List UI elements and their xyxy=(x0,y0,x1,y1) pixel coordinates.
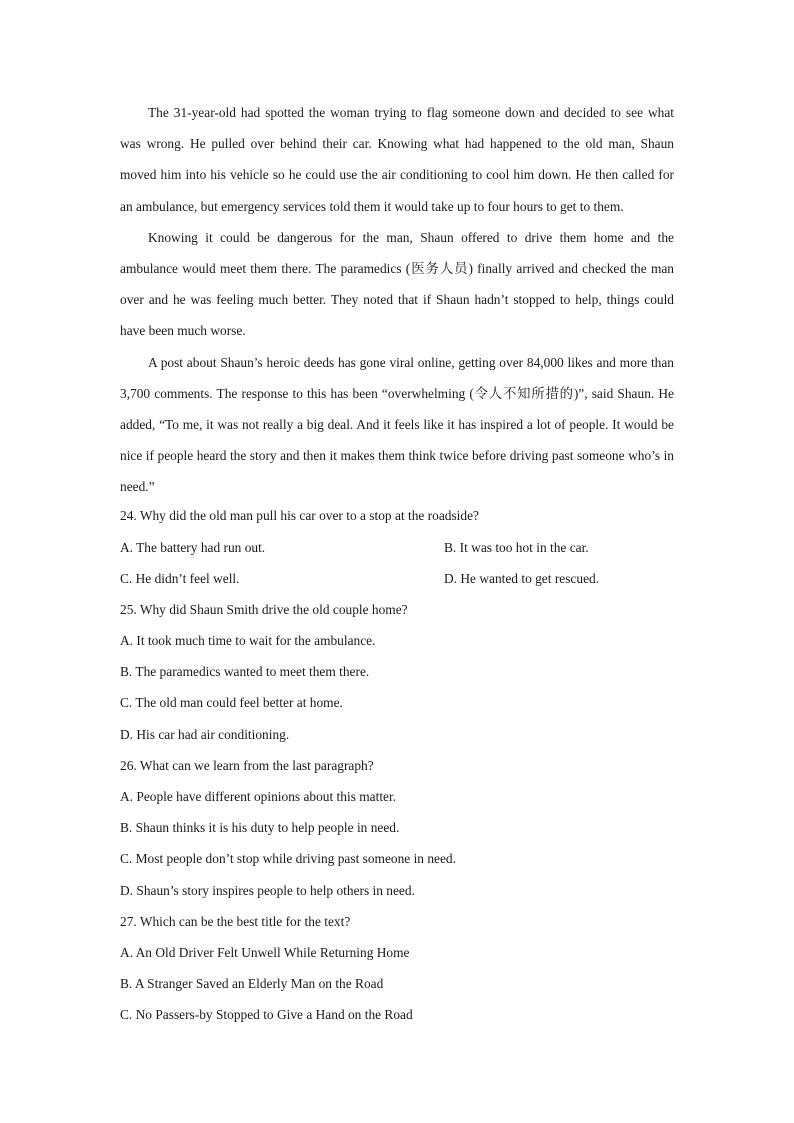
question-26-option-b: B. Shaun thinks it is his duty to help people in need. xyxy=(120,820,400,835)
question-27-stem: 27. Which can be the best title for the text? xyxy=(120,914,351,929)
question-25-stem: 25. Why did Shaun Smith drive the old couple home? xyxy=(120,602,408,617)
question-24-option-c: C. He didn’t feel well. xyxy=(120,571,240,586)
question-27-option-a: A. An Old Driver Felt Unwell While Returning Home xyxy=(120,945,410,960)
passage-paragraph: The 31-year-old had spotted the woman trying to flag someone down and decided to see what was wrong. He pulled over behind their car. Knowing what had happened to the old man, Shaun moved him into his vehicle so he could use the air conditioning to cool him down. He then called for an ambulance, but emergency services told them it would take up to four hours to get to them. xyxy=(120,105,674,214)
question-27-option-b: B. A Stranger Saved an Elderly Man on the Road xyxy=(120,976,384,991)
passage-paragraph: A post about Shaun’s heroic deeds has gone viral online, getting over 84,000 likes and more than 3,700 comments. The response to this has been “overwhelming (令人不知所措的)”, said Shaun. He added, “To me, it was not really a big deal. And it feels like it has inspired a lot of people. It would be nice if people heard the story and then it makes them think twice before driving past someone who’s in need.” xyxy=(120,354,674,495)
question-25-option-c: C. The old man could feel better at home. xyxy=(120,695,343,710)
question-24-option-a: A. The battery had run out. xyxy=(120,540,266,555)
question-27-option-c: C. No Passers-by Stopped to Give a Hand on the Road xyxy=(120,1007,413,1022)
reading-passage xyxy=(120,97,674,503)
passage-paragraph: Knowing it could be dangerous for the man, Shaun offered to drive them home and the ambulance would meet them there. The paramedics (医务人员) finally arrived and checked the man over and he was feeling much better. They noted that if Shaun hadn’t stopped to help, things could have been much worse. xyxy=(120,229,674,339)
question-26-stem: 26. What can we learn from the last paragraph? xyxy=(120,758,374,773)
question-26-option-d: D. Shaun’s story inspires people to help others in need. xyxy=(120,883,415,898)
question-24-option-d: D. He wanted to get rescued. xyxy=(444,571,600,586)
question-26-option-c: C. Most people don’t stop while driving past someone in need. xyxy=(120,851,456,866)
question-26-option-a: A. People have different opinions about this matter. xyxy=(120,789,397,804)
question-25-option-d: D. His car had air conditioning. xyxy=(120,727,290,742)
question-25-option-a: A. It took much time to wait for the ambulance. xyxy=(120,633,376,648)
question-25-option-b: B. The paramedics wanted to meet them there. xyxy=(120,664,370,679)
question-24-option-b: B. It was too hot in the car. xyxy=(444,540,589,555)
question-24-stem: 24. Why did the old man pull his car over to a stop at the roadside? xyxy=(120,508,479,523)
